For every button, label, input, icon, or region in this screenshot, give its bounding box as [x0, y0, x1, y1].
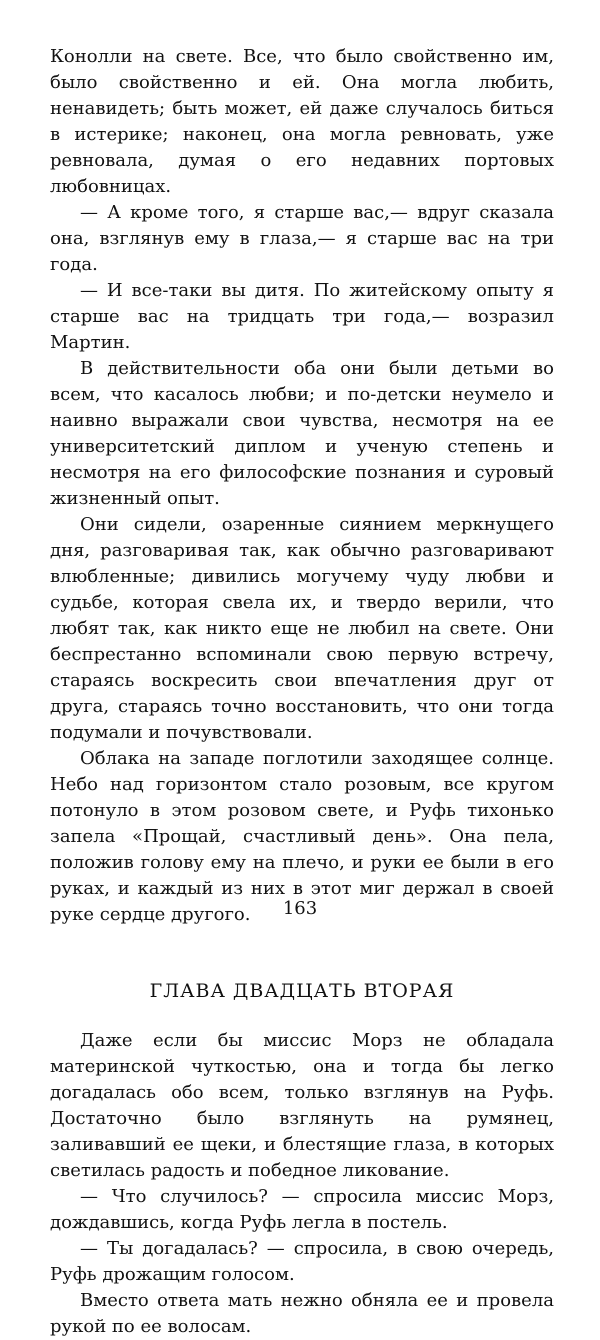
book-page — [50, 44, 554, 1340]
paragraph-1: Конолли на свете. Все, что было свойственно им, было свойственно и ей. Она могла любить, ненавидеть; быть может, ей даже случалось биться в истерике; наконец, она могла ревновать, уже ревновала, думая о его недавних портовых любовницах. — [50, 46, 554, 197]
paragraph-10: Вместо ответа мать нежно обняла ее и провела рукой по ее волосам. — [50, 1290, 554, 1337]
chapter-title: ГЛАВА ДВАДЦАТЬ ВТОРАЯ — [149, 980, 455, 1002]
paragraph-6: Облака на западе поглотили заходящее солнце. Небо над горизонтом стало розовым, все кругом потонуло в этом розовом свете, и Руфь тихонько запела «Прощай, счастливый день». Она пела, положив голову ему на плечо, и руки ее были в его руках, и каждый из них в этот миг держал в своей руке сердце другого. — [50, 748, 554, 925]
paragraph-9: — Ты догадалась? — спросила, в свою очередь, Руфь дрожащим голосом. — [50, 1238, 554, 1285]
paragraph-3: — И все-таки вы дитя. По житейскому опыту я старше вас на тридцать три года,— возразил Мартин. — [50, 280, 554, 353]
paragraph-7: Даже если бы миссис Морз не обладала материнской чуткостью, она и тогда бы легко догадалась обо всем, только взглянув на Руфь. Достаточно было взглянуть на румянец, заливавший ее щеки, и блестящие глаза, в которых светилась радость и победное ликование. — [50, 1030, 554, 1181]
paragraph-8: — Что случилось? — спросила миссис Морз, дождавшись, когда Руфь легла в постель. — [50, 1186, 554, 1233]
paragraph-5: Они сидели, озаренные сиянием меркнущего дня, разговаривая так, как обычно разговаривают влюбленные; дивились могучему чуду любви и судьбе, которая свела их, и твердо верили, что любят так, как никто еще не любил на свете. Они беспрестанно вспоминали свою первую встречу, стараясь воскресить свои впечатления друг от друга, стараясь точно восстановить, что они тогда подумали и почувствовали. — [50, 514, 554, 743]
paragraph-4: В действительности оба они были детьми во всем, что касалось любви; и по-детски неумело и наивно выражали свои чувства, несмотря на ее университетский диплом и ученую степень и несмотря на его философские познания и суровый жизненный опыт. — [50, 358, 554, 509]
page-number: 163 — [282, 898, 318, 919]
text-block-top — [50, 44, 554, 928]
paragraph-2: — А кроме того, я старше вас,— вдруг сказала она, взглянув ему в глаза,— я старше вас на три года. — [50, 202, 554, 275]
text-block-bottom — [50, 1028, 554, 1340]
